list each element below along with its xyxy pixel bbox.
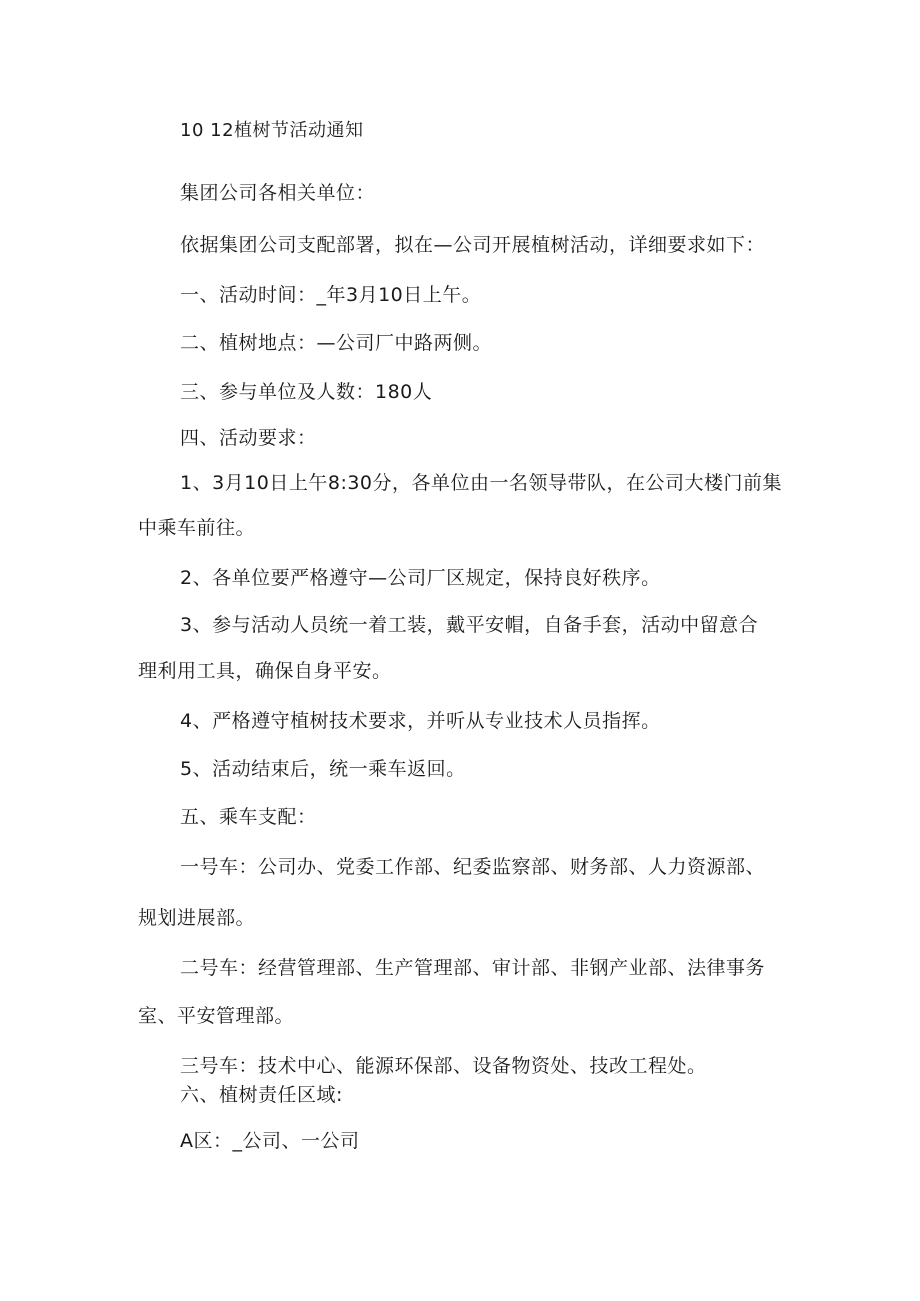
requirement-1-line-2: 中乘车前往。 xyxy=(138,517,256,539)
activity-time: 一、活动时间：_年3月10日上午。 xyxy=(180,284,482,306)
bus-1-line-1: 一号车：公司办、党委工作部、纪委监察部、财务部、人力资源部、 xyxy=(180,856,766,878)
requirement-1-line-1: 1、3月10日上午8:30分，各单位由一名领导带队，在公司大楼门前集 xyxy=(180,472,783,494)
document-title: 10 12植树节活动通知 xyxy=(180,120,364,141)
bus-heading: 五、乘车支配： xyxy=(180,806,317,828)
bus-3: 三号车：技术中心、能源环保部、设备物资处、技改工程处。 xyxy=(180,1055,707,1077)
requirement-5: 5、活动结束后，统一乘车返回。 xyxy=(180,758,466,780)
bus-2-line-2: 室、平安管理部。 xyxy=(138,1005,295,1027)
requirement-4: 4、严格遵守植树技术要求，并听从专业技术人员指挥。 xyxy=(180,710,661,732)
intro-paragraph: 依据集团公司支配部署，拟在—公司开展植树活动，详细要求如下： xyxy=(180,234,766,256)
participants: 三、参与单位及人数：180人 xyxy=(180,381,433,403)
area-heading: 六、植树责任区域: xyxy=(180,1084,343,1106)
planting-location: 二、植树地点：—公司厂中路两侧。 xyxy=(180,332,493,354)
area-a: A区：_公司、一公司 xyxy=(180,1130,360,1152)
requirement-3-line-2: 理利用工具，确保自身平安。 xyxy=(138,660,392,682)
requirement-3-line-1: 3、参与活动人员统一着工装，戴平安帽，自备手套，活动中留意合 xyxy=(180,614,759,636)
requirement-2: 2、各单位要严格遵守—公司厂区规定，保持良好秩序。 xyxy=(180,567,661,589)
bus-1-line-2: 规划进展部。 xyxy=(138,907,256,929)
salutation: 集团公司各相关单位： xyxy=(180,182,376,204)
requirements-heading: 四、活动要求： xyxy=(180,427,317,449)
bus-2-line-1: 二号车：经营管理部、生产管理部、审计部、非钢产业部、法律事务 xyxy=(180,957,766,979)
